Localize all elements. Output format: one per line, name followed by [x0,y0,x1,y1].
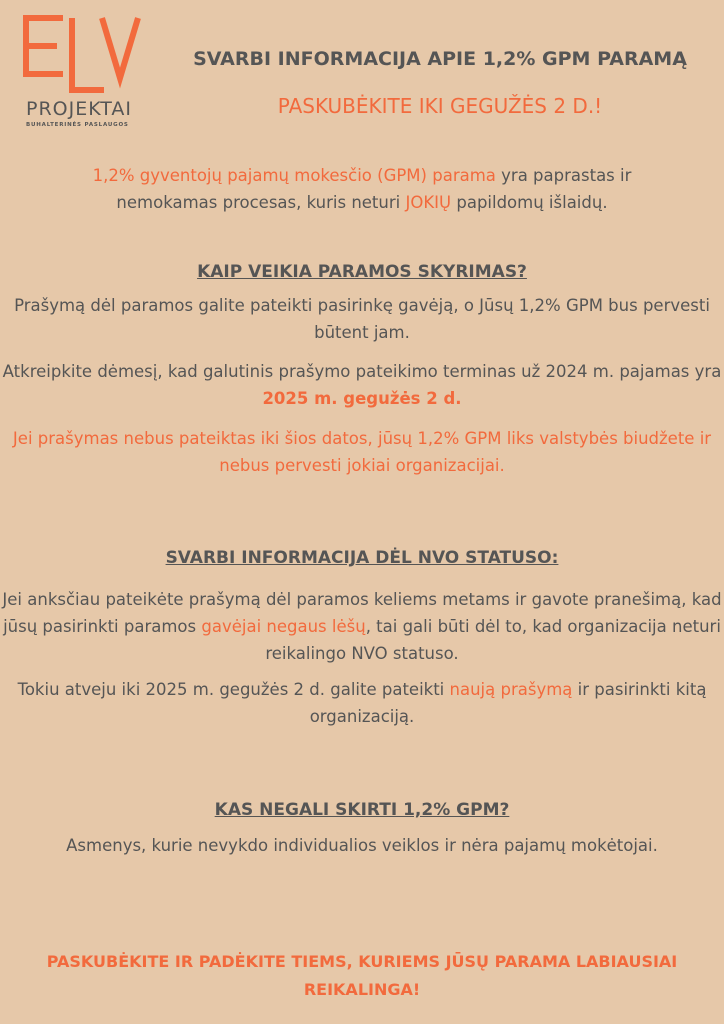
nvo-accent: gavėjai negaus lėšų [201,617,366,636]
section2-paragraph-2 [0,676,724,730]
logo-name: PROJEKTAI [26,98,132,120]
intro-accent-jokiu: JOKIŲ [405,193,452,212]
company-logo [22,14,147,134]
page-title: SVARBI INFORMACIJA APIE 1,2% GPM PARAMĄ [193,48,687,70]
section-heading-who-cannot: KAS NEGALI SKIRTI 1,2% GPM? [214,800,510,820]
elv-logo-mark [22,14,147,98]
section2-paragraph-1 [0,586,724,667]
new-request-accent: naują prašymą [449,680,573,699]
intro-text-1: yra paprastas ir nemokamas procesas, kuris neturi [116,166,632,212]
page-subtitle: PASKUBĖKITE IKI GEGUŽĖS 2 D.! [277,94,603,118]
deadline-date: 2025 m. gegužės 2 d. [262,389,462,408]
nvo-text-1: Jei anksčiau pateikėte prašymą dėl paramos keliems metams ir gavote pranešimą, kad jūsų pasirinkti paramos [2,590,722,636]
section-heading-nvo: SVARBI INFORMACIJA DĖL NVO STATUSO: [165,548,559,568]
new-request-text-2: ir pasirinkti kitą organizaciją. [309,680,707,726]
deadline-text: Atkreipkite dėmesį, kad galutinis prašymo pateikimo terminas už 2024 m. pajamas yra [2,362,722,381]
intro-accent-gpm: 1,2% gyventojų pajamų mokesčio (GPM) parama [92,166,496,185]
intro-text-2: papildomų išlaidų. [451,193,608,212]
section1-paragraph-3: Jei prašymas nebus pateiktas iki šios datos, jūsų 1,2% GPM liks valstybės biudžete ir nebus pervesti jokiai organizacijai. [12,429,712,475]
section3-paragraph: Asmenys, kurie nevykdo individualios veiklos ir nėra pajamų mokėtojai. [66,836,658,855]
section1-paragraph-2 [0,358,724,412]
intro-paragraph [40,162,684,216]
logo-tagline: BUHALTERINĖS PASLAUGOS [26,122,129,128]
section1-paragraph-1: Prašymą dėl paramos galite pateikti pasirinkę gavėją, o Jūsų 1,2% GPM bus pervesti būtent jam. [14,296,710,342]
new-request-text-1: Tokiu atveju iki 2025 m. gegužės 2 d. galite pateikti [17,680,450,699]
nvo-text-2: , tai gali būti dėl to, kad organizacija neturi reikalingo NVO statuso. [265,617,721,663]
call-to-action: PASKUBĖKITE IR PADĖKITE TIEMS, KURIEMS JŪSŲ PARAMA LABIAUSIAI REIKALINGA! [46,952,678,999]
section-heading-how: KAIP VEIKIA PARAMOS SKYRIMAS? [197,262,527,282]
